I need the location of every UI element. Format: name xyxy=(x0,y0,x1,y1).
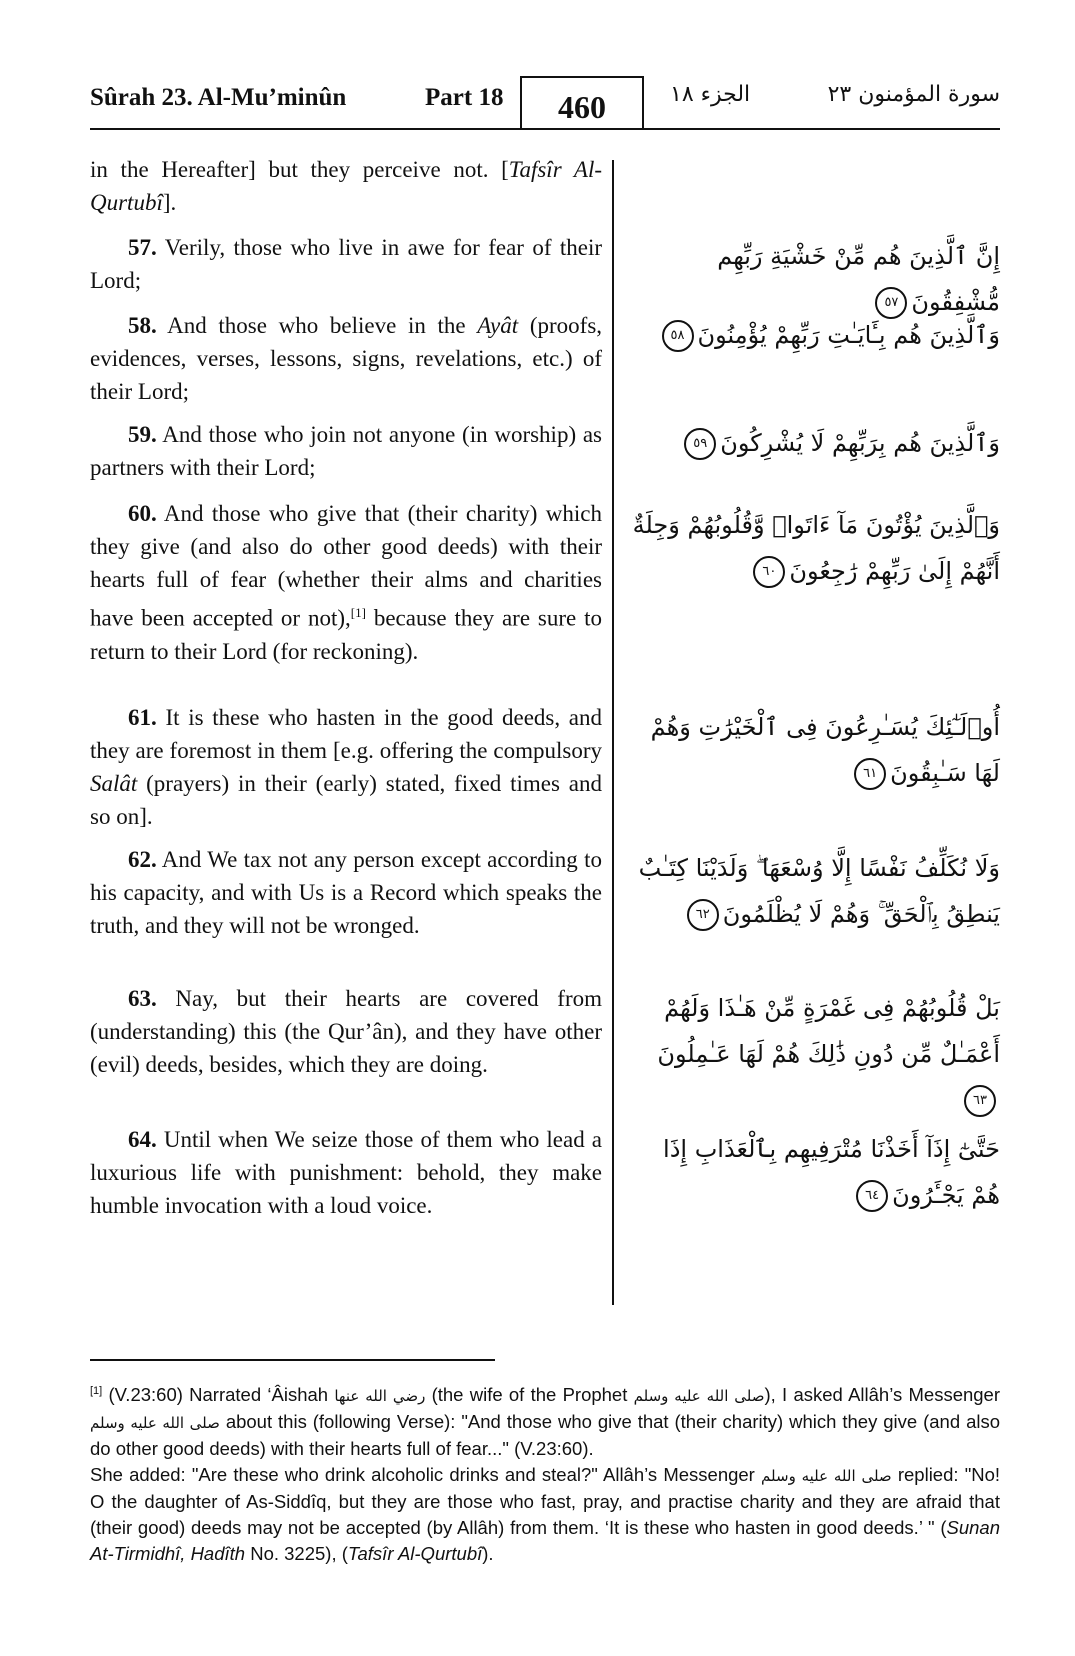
ayah-marker: ٥٨ xyxy=(662,320,694,352)
footnote-ref: [1] xyxy=(350,605,366,620)
verse-61-en: 61. It is these who hasten in the good deeds, and they are foremost in them [e.g. offering the compulsory Salât (prayers) in their (early) stated, fixed times and so on]. xyxy=(90,705,602,829)
footnote-rule xyxy=(90,1359,495,1361)
verse-60-en: 60. And those who give that (their charity) which they give (and also do other good deeds) with their hearts full of fear (whether their alms and charities have been accepted or not),[1] because they are sure to return to their Lord (for reckoning). xyxy=(90,501,603,664)
verse-59-ar: وَٱلَّذِينَ هُم بِرَبِّهِمْ لَا يُشْرِكُونَ٥٩ xyxy=(630,420,1000,466)
verse-60-ar: وَٱلَّذِينَ يُؤْتُونَ مَآ ءَاتَوا۟ وَّقُلُوبُهُمْ وَجِلَةٌ أَنَّهُمْ إِلَىٰ رَبِّهِمْ رَٰجِعُونَ٦٠ xyxy=(630,502,1000,594)
page-header xyxy=(90,76,1000,132)
verse-62-ar: وَلَا نُكَلِّفُ نَفْسًا إِلَّا وُسْعَهَا ۖ وَلَدَيْنَا كِتَـٰبٌ يَنطِقُ بِٱلْحَقِّ ۚ وَهُمْ لَا يُظْلَمُونَ٦٢ xyxy=(630,845,1000,937)
footnote-paragraph-1: [1] (V.23:60) Narrated ‘Âishah رضي الله عنها (the wife of the Prophet صلى الله عليه وسلم), I asked Allâh’s Messenger صلى الله عليه وسلم about this (following Verse): "And those who give that (their charity) which they give (and also do other good deeds) with their hearts full of fear..." (V.23:60). xyxy=(90,1384,1001,1460)
verse-61-ar: أُو۟لَـٰٓئِكَ يُسَـٰرِعُونَ فِى ٱلْخَيْرَٰتِ وَهُمْ لَهَا سَـٰبِقُونَ٦١ xyxy=(630,704,1000,796)
ayah-marker: ٦١ xyxy=(854,758,886,790)
verse-63-ar: بَلْ قُلُوبُهُمْ فِى غَمْرَةٍ مِّنْ هَـٰذَا وَلَهُمْ أَعْمَـٰلٌ مِّن دُونِ ذَٰلِكَ هُمْ لَهَا عَـٰمِلُونَ٦٣ xyxy=(630,985,1000,1123)
verse-64-en: 64. Until when We seize those of them who lead a luxurious life with punishment: behold, they make humble invocation with a loud voice. xyxy=(90,1127,602,1218)
column-divider xyxy=(612,160,614,1305)
verse-58-en: 58. And those who believe in the Ayât (proofs, evidences, verses, lessons, signs, revelations, etc.) of their Lord; xyxy=(90,313,603,404)
surah-title-ar: سورة المؤمنون ٢٣ xyxy=(827,82,1000,107)
footnote-paragraph-2: She added: "Are these who drink alcoholic drinks and steal?" Allâh’s Messenger صلى الله عليه وسلم replied: "No! O the daughter of As-Siddîq, but they are those who fast, pray, and practise charity and they are afraid that (their good) deeds may not be accepted (by Allâh) from them. ‘It is these who hasten in good deeds.’ " (Sunan At-Tirmidhî, Hadîth No. 3225), (Tafsîr Al-Qurtubî). xyxy=(90,1464,1001,1564)
ayah-marker: ٦٢ xyxy=(687,899,719,931)
verse-57-ar: إِنَّ ٱلَّذِينَ هُم مِّنْ خَشْيَةِ رَبِّهِم مُّشْفِقُونَ٥٧ xyxy=(630,233,1000,325)
surah-title-en: Sûrah 23. Al-Mu’minûn xyxy=(90,84,347,111)
ayah-marker: ٦٣ xyxy=(964,1085,996,1117)
ayah-marker: ٦٠ xyxy=(753,556,785,588)
part-label-en: Part 18 xyxy=(425,84,504,111)
continuation-text: in the Hereafter] but they perceive not. [Tafsîr Al-Qurtubî]. xyxy=(90,157,602,215)
verse-63-en: 63. Nay, but their hearts are covered from (understanding) this (the Qur’ân), and they have other (evil) deeds, besides, which they are doing. xyxy=(90,986,602,1077)
footnote-marker: [1] xyxy=(90,1385,103,1397)
verse-58-ar: وَٱلَّذِينَ هُم بِـَٔايَـٰتِ رَبِّهِمْ يُؤْمِنُونَ٥٨ xyxy=(630,312,1000,358)
page-number: 460 xyxy=(520,76,644,130)
verse-62-en: 62. And We tax not any person except according to his capacity, and with Us is a Record which speaks the truth, and they will not be wronged. xyxy=(90,847,602,938)
header-rule xyxy=(90,128,1000,130)
verse-57-en: 57. Verily, those who live in awe for fear of their Lord; xyxy=(90,235,602,293)
ayah-marker: ٦٤ xyxy=(856,1180,888,1212)
verse-59-en: 59. And those who join not anyone (in worship) as partners with their Lord; xyxy=(90,422,602,480)
ayah-marker: ٥٧ xyxy=(875,287,907,319)
part-label-ar: الجزء ١٨ xyxy=(670,82,751,107)
verse-64-ar: حَتَّىٰٓ إِذَآ أَخَذْنَا مُتْرَفِيهِم بِٱلْعَذَابِ إِذَا هُمْ يَجْـَٔرُونَ٦٤ xyxy=(630,1126,1000,1218)
ayah-marker: ٥٩ xyxy=(684,428,716,460)
